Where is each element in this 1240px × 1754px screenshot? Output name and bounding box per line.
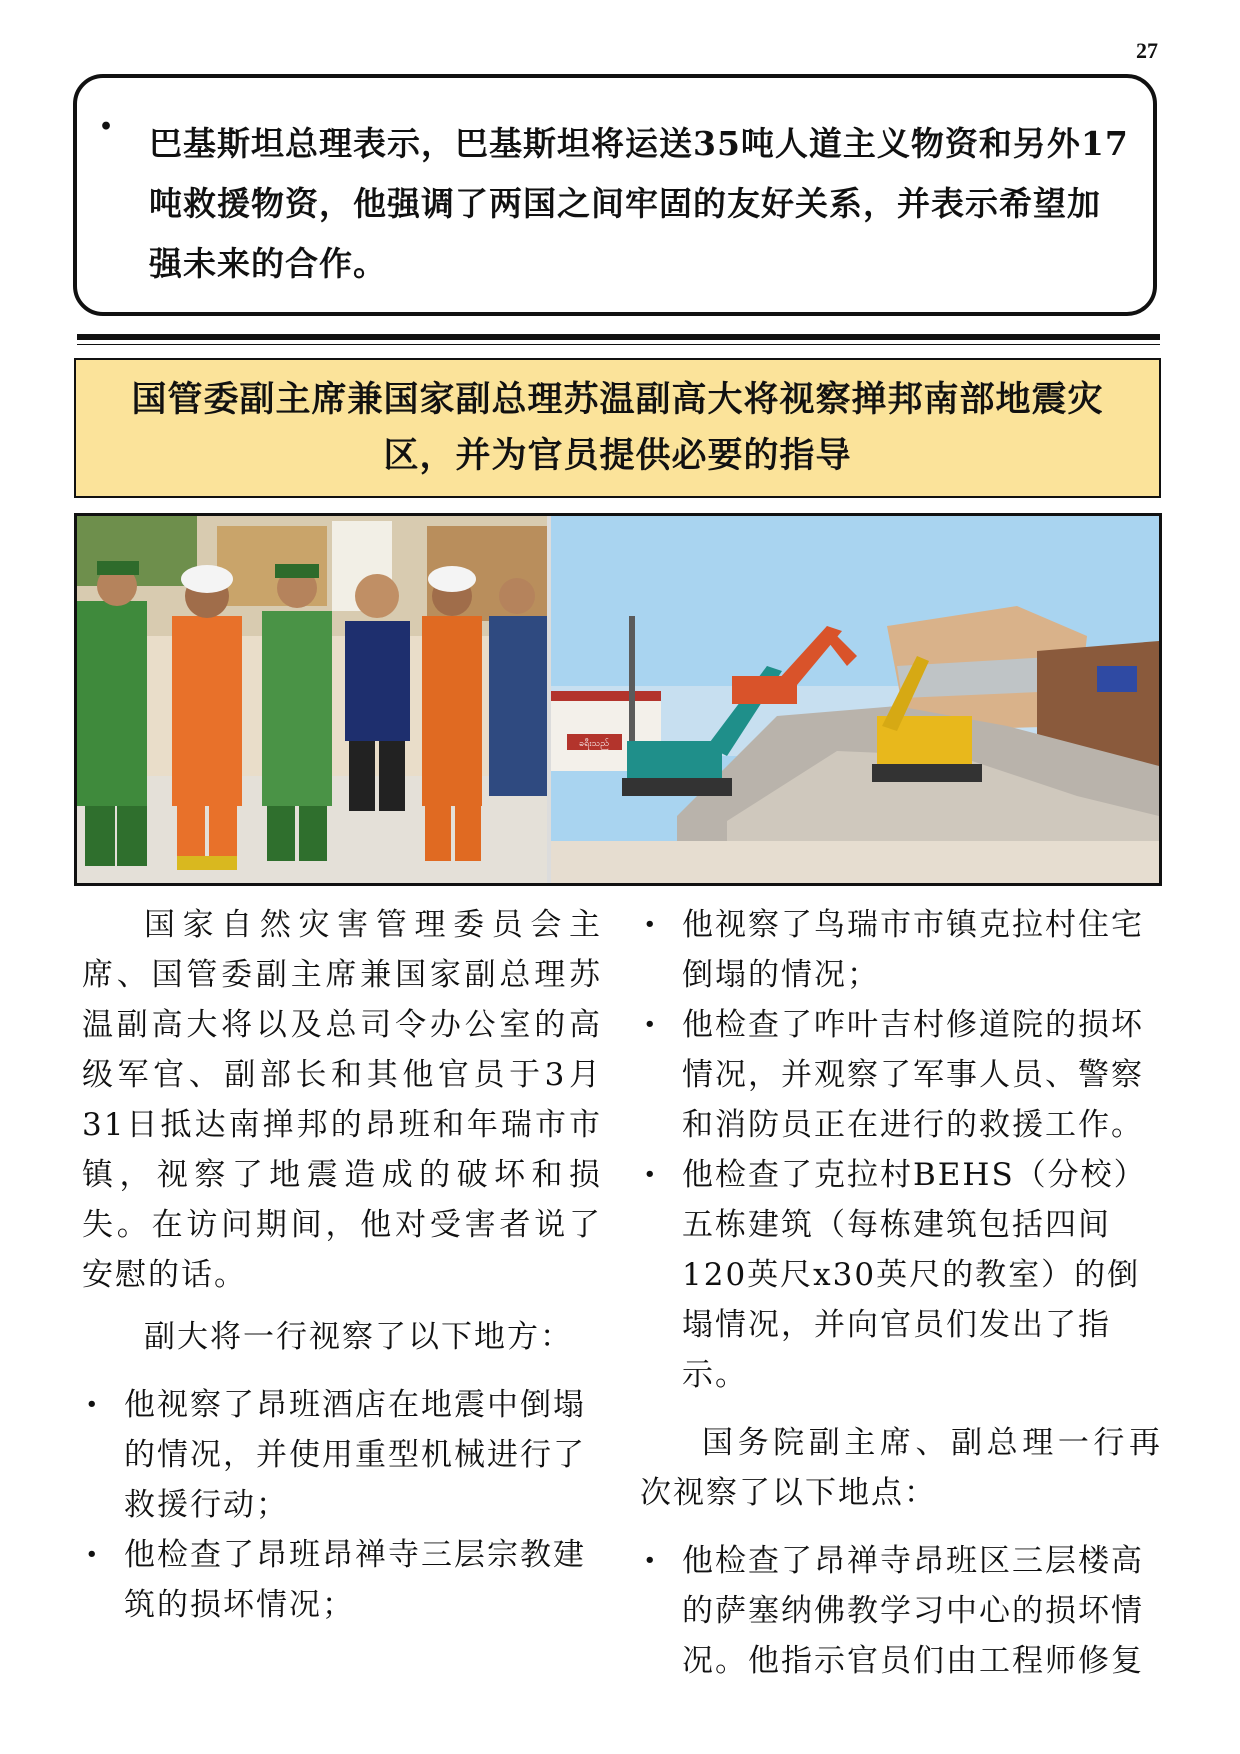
list-item: [640, 1536, 1162, 1686]
list-item-text: 他检查了昂禅寺昂班区三层楼高的萨塞纳佛教学习中心的损坏情况。他指示官员们由工程师修复: [682, 1543, 1144, 1679]
section-divider-thin: [77, 344, 1160, 345]
bullet-icon: •: [644, 1550, 658, 1571]
page-number: 27: [1136, 38, 1158, 63]
bullet-icon: •: [644, 1014, 658, 1035]
second-intro: 国务院副主席、副总理一行再次视察了以下地点：: [640, 1425, 1162, 1511]
notice-text: 巴基斯坦总理表示，巴基斯坦将运送35吨人道主义物资和另外17吨救援物资，他强调了两国之间牢固的友好关系，并表示希望加强未来的合作。: [149, 124, 1129, 283]
list-intro: 副大将一行视察了以下地方：: [144, 1319, 573, 1355]
list-item: [640, 900, 1162, 1000]
list-item-text: 他检查了克拉村BEHS（分校）五栋建筑（每栋建筑包括四间120英尺x30英尺的教室）的倒塌情况，并向官员们发出了指示。: [682, 1157, 1147, 1393]
spacer: [82, 1300, 602, 1312]
shop-sign-text: ခရီးသည်: [579, 739, 609, 749]
list-item: [640, 1150, 1162, 1400]
list-item-text: 他检查了昂班昂禅寺三层宗教建筑的损坏情况；: [124, 1537, 586, 1623]
list-item-text: 他检查了咋叶吉村修道院的损坏情况，并观察了军事人员、警察和消防员正在进行的救援工作。: [682, 1007, 1144, 1143]
left-column: [82, 900, 602, 1630]
second-inspection-list: [640, 1536, 1162, 1686]
list-item: [82, 1530, 602, 1630]
section-divider: [77, 334, 1160, 340]
right-column: [640, 900, 1162, 1686]
bullet-icon: •: [86, 1394, 100, 1415]
spacer: [640, 1518, 1162, 1536]
list-item-text: 他视察了昂班酒店在地震中倒塌的情况，并使用重型机械进行了救援行动；: [124, 1387, 586, 1523]
notice-item: [99, 114, 1129, 294]
spacer: [82, 1362, 602, 1380]
photo-illustration: [77, 516, 1159, 883]
list-item: [82, 1380, 602, 1530]
spacer: [640, 1400, 1162, 1418]
list-item: [640, 1000, 1162, 1150]
inspection-list-continued: [640, 900, 1162, 1400]
bullet-icon: •: [86, 1544, 100, 1565]
intro-paragraph: 国家自然灾害管理委员会主席、国管委副主席兼国家副总理苏温副高大将以及总司令办公室的高级军官、副部长和其他官员于3月31日抵达南掸邦的昂班和年瑞市市镇，视察了地震造成的破坏和损失。在访问期间，他对受害者说了安慰的话。: [82, 907, 602, 1293]
bullet-icon: •: [99, 114, 114, 140]
photo-inspection: [77, 516, 547, 883]
article-photo: [74, 513, 1162, 886]
article-headline: 国管委副主席兼国家副总理苏温副高大将视察掸邦南部地震灾区，并为官员提供必要的指导: [131, 380, 1104, 476]
list-item-text: 他视察了鸟瑞市市镇克拉村住宅倒塌的情况；: [682, 907, 1144, 993]
photo-demolition: [551, 516, 1159, 883]
bullet-icon: •: [644, 1164, 658, 1185]
notice-box: [73, 74, 1157, 316]
inspection-list: [82, 1380, 602, 1630]
headline-box: [74, 358, 1161, 498]
bullet-icon: •: [644, 914, 658, 935]
